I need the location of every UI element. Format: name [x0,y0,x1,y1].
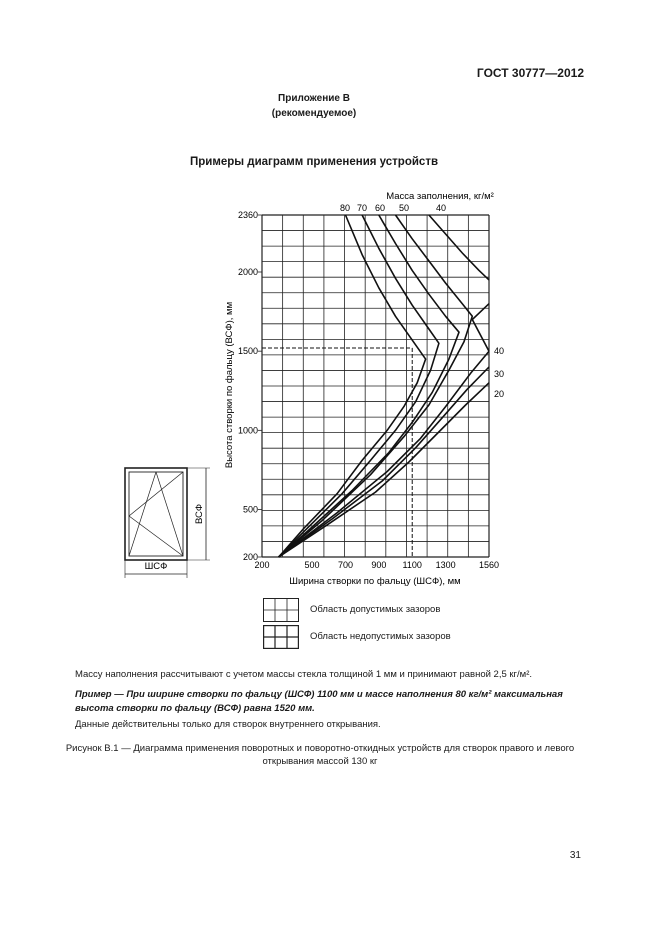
y-tick-label: 1500 [237,346,258,357]
figure-caption: Рисунок В.1 — Диаграмма применения поворотных и поворотно-откидных устройств для створок правого и левого открывания массой 130 кг [65,743,575,767]
sash-diagonal [129,472,156,556]
mass-note: Массу наполнения рассчитывают с учетом массы стекла толщиной 1 мм и принимают равной 2,5 кг/м². [75,669,532,680]
x-tick-label: 900 [371,560,387,570]
chart-grid [262,215,489,557]
x-tick-label: 700 [337,560,353,570]
y-tick-label: 500 [242,504,258,515]
x-tick-label: 200 [254,560,270,570]
top-mass-label: 60 [374,203,386,213]
x-axis-label: Ширина створки по фальцу (ШСФ), мм [289,576,461,587]
sash-diagonal [129,516,183,556]
sash-sketch [125,468,210,578]
y-tick-label: 2000 [237,267,258,277]
legend-allowed-label: Область допустимых зазоров [310,604,441,615]
application-diagram [0,180,661,590]
height-label: ВСФ [194,503,205,525]
right-mass-label: 40 [494,346,505,356]
top-mass-label: 80 [339,203,351,213]
validity-note: Данные действительны только для створок внутреннего открывания. [75,719,381,730]
legend-forbidden-label: Область недопустимых зазоров [310,631,451,642]
y-tick-label: 2360 [237,210,258,220]
appendix-title: Приложение В [278,93,350,104]
legend-forbidden-swatch [263,625,299,649]
x-tick-label: 500 [304,560,320,570]
y-tick-label: 1000 [237,425,258,436]
chart-title: Масса заполнения, кг/м² [386,191,494,202]
standard-number: ГОСТ 30777—2012 [476,66,584,80]
right-mass-label: 20 [494,389,505,399]
x-tick-label: 1100 [402,560,422,570]
series-40-line [429,215,489,280]
page-number: 31 [569,850,581,861]
sash-diagonal [129,472,183,516]
chart-ticks [238,203,504,570]
legend-allowed-swatch [263,598,299,622]
example-text: Пример — При ширине створки по фальцу (ШСФ) 1100 мм и массе наполнения 80 кг/м² максимальная высота створки по фальцу (ВСФ) равна 1520 мм. [75,689,563,714]
right-mass-label: 30 [494,369,505,379]
section-title: Примеры диаграмм применения устройств [189,156,439,168]
sash-frame [125,468,187,560]
top-mass-label: 40 [435,203,447,213]
x-tick-label: 1560 [478,560,500,570]
top-mass-label: 70 [356,203,368,213]
sash-inner-frame [129,472,183,556]
y-axis-label: Высота створки по фальцу (ВСФ), мм [224,301,235,469]
width-label: ШСФ [144,561,168,572]
top-mass-label: 50 [398,203,410,213]
sash-diagonal [156,472,183,556]
appendix-note: (рекомендуемое) [271,108,357,119]
x-tick-label: 1300 [435,560,456,570]
y-tick-label: 200 [242,552,258,562]
boundary-line [472,304,489,352]
